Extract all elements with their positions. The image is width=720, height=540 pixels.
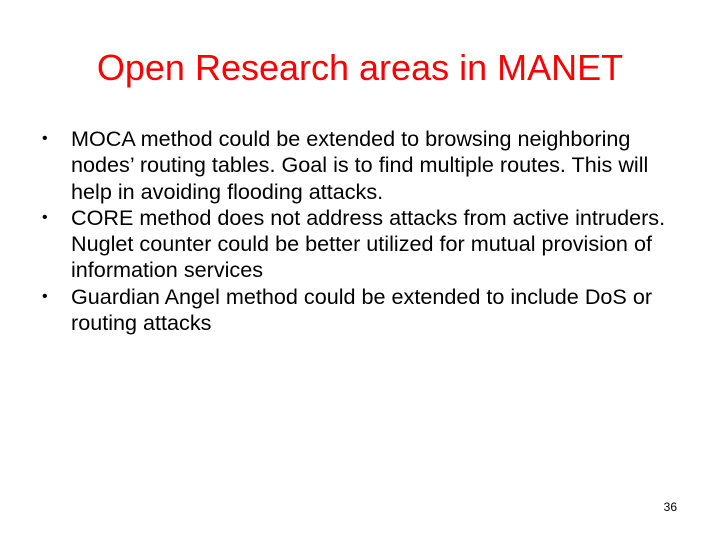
bullet-dot-icon: • bbox=[42, 287, 48, 305]
bullet-text: CORE method does not address attacks from active intruders. Nuglet counter could be better utilized for mutual provision of information services bbox=[71, 204, 666, 283]
bullet-list bbox=[40, 126, 690, 336]
bullet-item-guardian-angel bbox=[40, 284, 690, 337]
bullet-item-core bbox=[40, 205, 690, 284]
bullet-dot-icon: • bbox=[42, 208, 48, 226]
page-number: 36 bbox=[663, 500, 677, 514]
bullet-text: MOCA method could be extended to browsing neighboring nodes’ routing tables. Goal is to find multiple routes. This will help in avoiding flooding attacks. bbox=[71, 126, 649, 204]
bullet-dot-icon: • bbox=[42, 130, 48, 147]
bullet-text: Guardian Angel method could be extended to include DoS or routing attacks bbox=[71, 283, 653, 336]
slide-title: Open Research areas in MANET bbox=[96, 47, 624, 88]
bullet-item-moca bbox=[40, 126, 690, 205]
